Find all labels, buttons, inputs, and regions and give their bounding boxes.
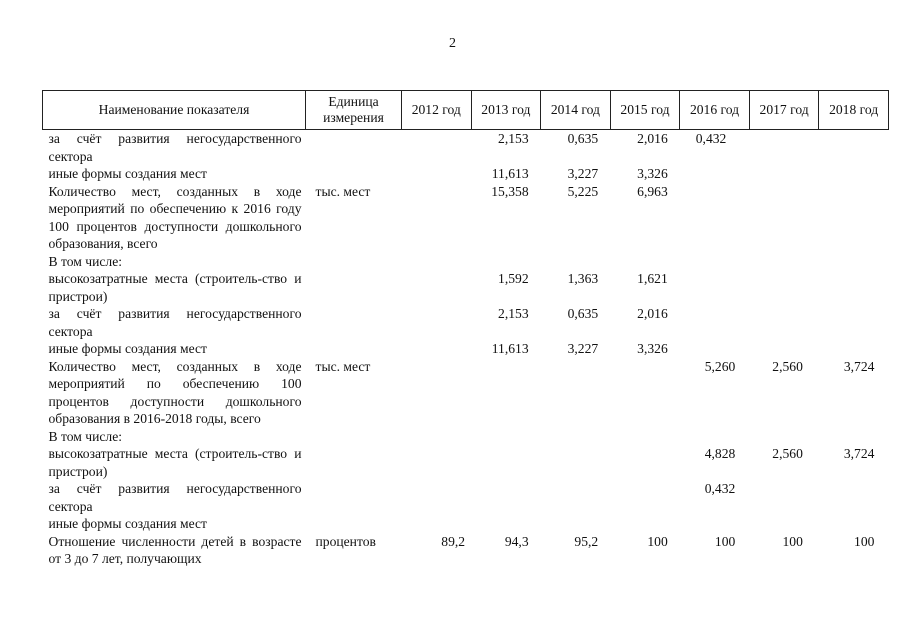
header-unit: Единица измерения bbox=[306, 91, 402, 130]
value-cell-2012 bbox=[402, 340, 472, 358]
value-cell-2014: 0,635 bbox=[567, 131, 599, 146]
header-year-2017: 2017 год bbox=[749, 91, 819, 130]
value-cell-2014 bbox=[541, 445, 611, 480]
document-sheet bbox=[42, 90, 888, 568]
value-cell-2015: 3,326 bbox=[637, 166, 668, 181]
value-cell-2016: 100 bbox=[714, 533, 736, 549]
header-indicator-name: Наименование показателя bbox=[43, 91, 306, 130]
header-year-2016: 2016 год bbox=[680, 91, 750, 130]
value-cell-2016: 0,432 bbox=[704, 481, 736, 496]
value-cell-2017 bbox=[749, 270, 819, 305]
value-cell-2016: 5,260 bbox=[704, 358, 736, 374]
value-cell-2017 bbox=[749, 340, 819, 358]
value-cell-2013: 2,153 bbox=[498, 306, 529, 321]
indicator-name-cell: иные формы создания мест bbox=[48, 341, 207, 356]
value-cell-2017 bbox=[749, 253, 819, 271]
value-cell-2016 bbox=[680, 253, 750, 271]
header-year-2012: 2012 год bbox=[402, 91, 472, 130]
table-row bbox=[43, 253, 889, 271]
indicator-name-cell: за счёт развития негосударственного сектора bbox=[48, 481, 302, 514]
value-cell-2018 bbox=[819, 428, 889, 446]
unit-cell bbox=[306, 130, 402, 166]
value-cell-2013: 1,592 bbox=[498, 271, 529, 286]
indicator-name-cell: высокозатратные места (строитель-ство и пристрои) bbox=[48, 271, 302, 304]
value-cell-2018: 3,724 bbox=[843, 358, 875, 374]
indicator-name-cell: Отношение численности детей в возрасте от 3 до 7 лет, получающих bbox=[48, 533, 302, 566]
value-cell-2013 bbox=[471, 253, 541, 271]
value-cell-2015 bbox=[610, 445, 680, 480]
value-cell-2018 bbox=[819, 515, 889, 533]
indicator-name-cell: В том числе: bbox=[48, 428, 123, 444]
value-cell-2014 bbox=[541, 358, 611, 428]
value-cell-2014: 0,635 bbox=[567, 306, 599, 321]
indicator-name-cell: за счёт развития негосударственного сектора bbox=[48, 131, 302, 164]
table-row bbox=[43, 305, 889, 340]
value-cell-2013: 11,613 bbox=[491, 341, 529, 356]
value-cell-2013 bbox=[471, 428, 541, 446]
header-year-2014: 2014 год bbox=[541, 91, 611, 130]
table-row bbox=[43, 358, 889, 428]
value-cell-2018 bbox=[819, 340, 889, 358]
value-cell-2018 bbox=[819, 253, 889, 271]
table-row bbox=[43, 515, 889, 533]
value-cell-2014: 1,363 bbox=[567, 271, 599, 286]
value-cell-2014 bbox=[541, 428, 611, 446]
value-cell-2018 bbox=[819, 165, 889, 183]
value-cell-2016 bbox=[680, 270, 750, 305]
table-row bbox=[43, 270, 889, 305]
value-cell-2016 bbox=[680, 183, 750, 253]
indicator-name-cell: иные формы создания мест bbox=[48, 166, 207, 181]
table-row bbox=[43, 130, 889, 166]
value-cell-2015: 6,963 bbox=[637, 183, 668, 199]
unit-cell: тыс. мест bbox=[315, 183, 371, 199]
unit-cell bbox=[306, 340, 402, 358]
value-cell-2015: 2,016 bbox=[637, 306, 668, 321]
value-cell-2012 bbox=[402, 445, 472, 480]
value-cell-2012 bbox=[402, 305, 472, 340]
value-cell-2013: 94,3 bbox=[504, 533, 529, 549]
value-cell-2017 bbox=[749, 515, 819, 533]
indicator-name-cell: Количество мест, созданных в ходе мероприятий по обеспечению к 2016 году 100 процентов доступности дошкольного образования, всего bbox=[48, 183, 302, 251]
value-cell-2013 bbox=[471, 480, 541, 515]
value-cell-2015: 2,016 bbox=[637, 131, 668, 146]
value-cell-2017: 100 bbox=[782, 533, 803, 549]
value-cell-2012 bbox=[402, 270, 472, 305]
value-cell-2017 bbox=[749, 480, 819, 515]
value-cell-2016: 4,828 bbox=[704, 446, 736, 461]
unit-cell: тыс. мест bbox=[315, 358, 371, 374]
value-cell-2013 bbox=[471, 515, 541, 533]
value-cell-2012 bbox=[402, 253, 472, 271]
value-cell-2017 bbox=[749, 428, 819, 446]
unit-cell bbox=[306, 480, 402, 515]
value-cell-2014: 5,225 bbox=[567, 183, 599, 199]
value-cell-2015 bbox=[610, 428, 680, 446]
value-cell-2015: 100 bbox=[647, 533, 668, 549]
value-cell-2016: 0,432 bbox=[695, 131, 727, 146]
value-cell-2015 bbox=[610, 253, 680, 271]
value-cell-2012 bbox=[402, 428, 472, 446]
table-row bbox=[43, 340, 889, 358]
unit-cell bbox=[306, 165, 402, 183]
value-cell-2015: 3,326 bbox=[637, 341, 668, 356]
table-row bbox=[43, 533, 889, 568]
table-header-row bbox=[43, 91, 889, 130]
value-cell-2018 bbox=[819, 305, 889, 340]
indicator-name-cell: высокозатратные места (строитель-ство и пристрои) bbox=[48, 446, 302, 479]
value-cell-2013: 11,613 bbox=[491, 166, 529, 181]
value-cell-2012: 89,2 bbox=[441, 533, 466, 549]
table-row bbox=[43, 428, 889, 446]
table-row bbox=[43, 480, 889, 515]
value-cell-2018 bbox=[819, 183, 889, 253]
value-cell-2012 bbox=[402, 165, 472, 183]
value-cell-2017 bbox=[749, 305, 819, 340]
value-cell-2014 bbox=[541, 480, 611, 515]
table-row bbox=[43, 183, 889, 253]
unit-cell bbox=[306, 253, 402, 271]
value-cell-2018 bbox=[819, 270, 889, 305]
value-cell-2014: 3,227 bbox=[567, 166, 599, 181]
value-cell-2012 bbox=[402, 358, 472, 428]
value-cell-2016 bbox=[680, 165, 750, 183]
value-cell-2015 bbox=[610, 515, 680, 533]
table-row bbox=[43, 445, 889, 480]
value-cell-2017 bbox=[749, 183, 819, 253]
value-cell-2017: 2,560 bbox=[772, 358, 803, 374]
value-cell-2015 bbox=[610, 358, 680, 428]
unit-cell bbox=[306, 515, 402, 533]
value-cell-2013: 15,358 bbox=[491, 183, 529, 199]
indicator-name-cell: за счёт развития негосударственного сектора bbox=[48, 306, 302, 339]
value-cell-2014: 3,227 bbox=[567, 341, 599, 356]
value-cell-2018 bbox=[819, 130, 889, 166]
value-cell-2017 bbox=[749, 165, 819, 183]
value-cell-2017 bbox=[749, 130, 819, 166]
indicator-name-cell: иные формы создания мест bbox=[48, 516, 207, 531]
header-year-2015: 2015 год bbox=[610, 91, 680, 130]
value-cell-2016 bbox=[680, 340, 750, 358]
value-cell-2017: 2,560 bbox=[772, 446, 803, 461]
value-cell-2018: 3,724 bbox=[843, 446, 875, 461]
indicator-name-cell: Количество мест, созданных в ходе мероприятий по обеспечению 100 процентов доступности дошкольного образования в 2016-2018 годы, всего bbox=[48, 358, 302, 426]
header-year-2018: 2018 год bbox=[819, 91, 889, 130]
unit-cell bbox=[306, 445, 402, 480]
value-cell-2012 bbox=[402, 515, 472, 533]
value-cell-2013 bbox=[471, 445, 541, 480]
value-cell-2018 bbox=[819, 480, 889, 515]
unit-cell bbox=[306, 305, 402, 340]
indicator-name-cell: В том числе: bbox=[48, 253, 123, 269]
value-cell-2015 bbox=[610, 480, 680, 515]
indicators-table bbox=[42, 90, 889, 568]
page-number: 2 bbox=[449, 36, 456, 51]
header-year-2013: 2013 год bbox=[471, 91, 541, 130]
value-cell-2012 bbox=[402, 183, 472, 253]
value-cell-2016 bbox=[680, 515, 750, 533]
unit-cell: процентов bbox=[315, 533, 376, 549]
value-cell-2016 bbox=[680, 428, 750, 446]
unit-cell bbox=[306, 428, 402, 446]
value-cell-2013 bbox=[471, 358, 541, 428]
table-body bbox=[43, 130, 889, 568]
unit-cell bbox=[306, 270, 402, 305]
value-cell-2018: 100 bbox=[854, 533, 875, 549]
table-row bbox=[43, 165, 889, 183]
value-cell-2014 bbox=[541, 515, 611, 533]
value-cell-2013: 2,153 bbox=[498, 131, 529, 146]
value-cell-2015: 1,621 bbox=[637, 271, 668, 286]
value-cell-2014: 95,2 bbox=[574, 533, 599, 549]
value-cell-2012 bbox=[402, 480, 472, 515]
value-cell-2016 bbox=[680, 305, 750, 340]
value-cell-2012 bbox=[402, 130, 472, 166]
value-cell-2014 bbox=[541, 253, 611, 271]
